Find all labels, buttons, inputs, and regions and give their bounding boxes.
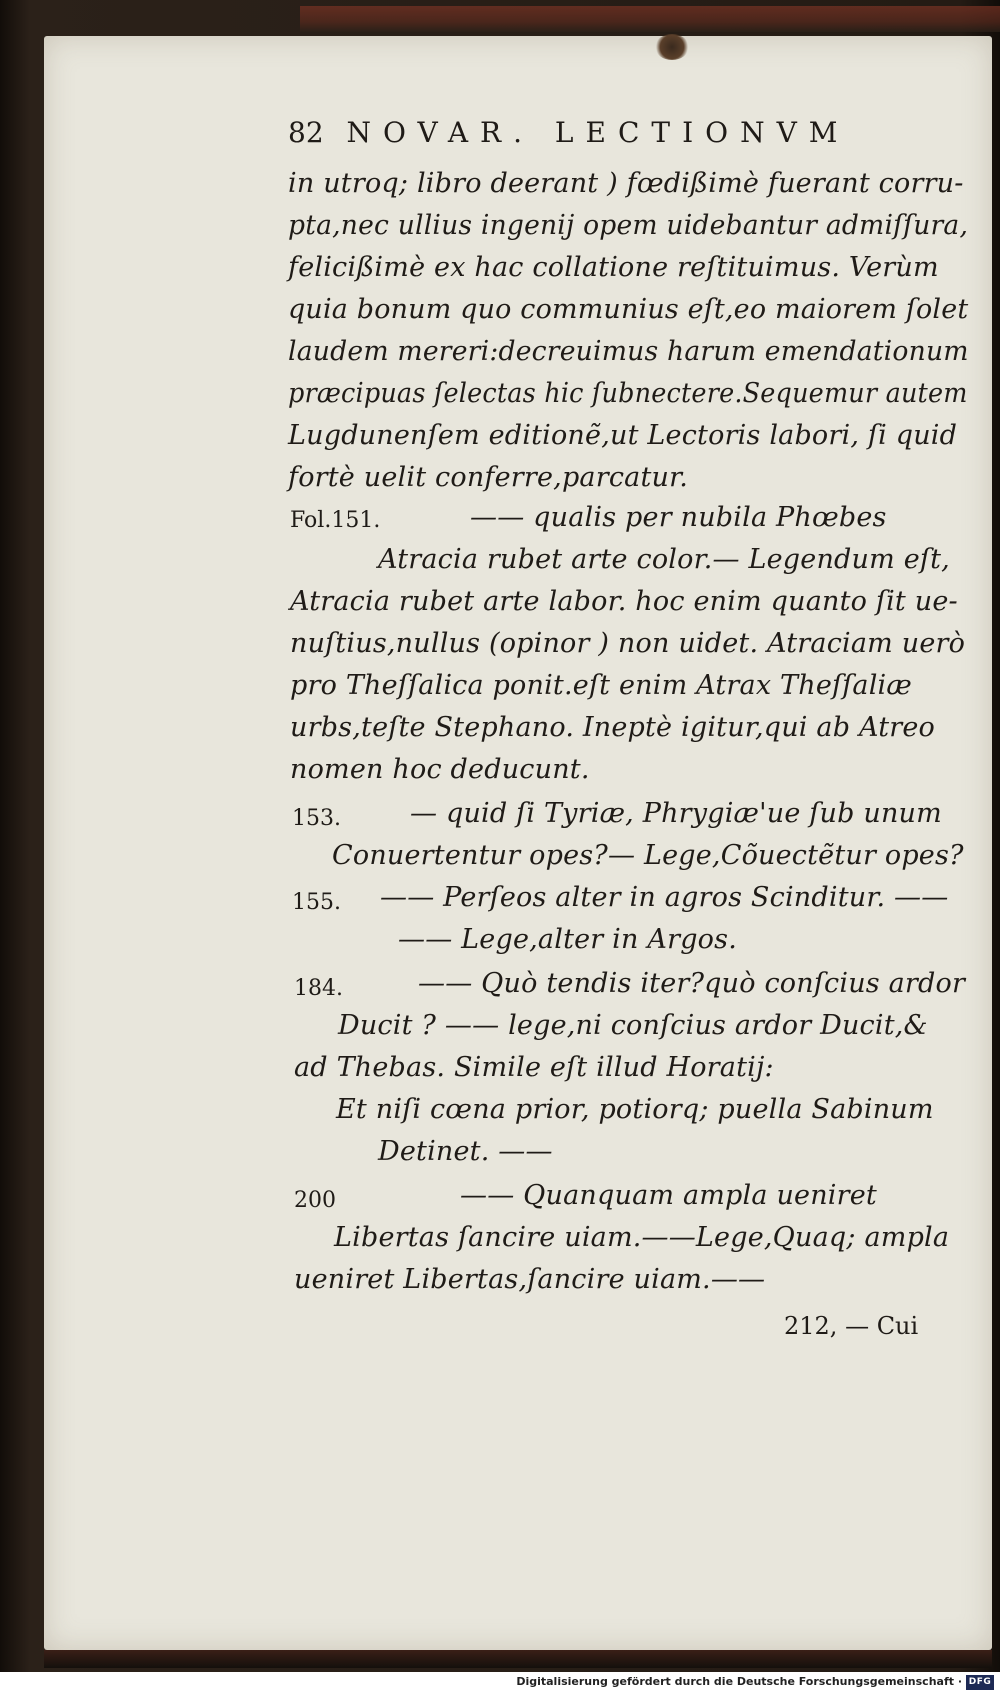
margin-reference: 155. (292, 890, 341, 915)
text-line: in utroq; libro deerant ) fœdißimè fuerant corru- (288, 168, 964, 199)
text-line: Et niſi cœna prior, potiorq; puella Sabinum (336, 1094, 934, 1125)
text-line: nomen hoc deducunt. (290, 754, 590, 785)
margin-reference: Fol.151. (290, 508, 381, 533)
text-line: fortè uelit conferre,parcatur. (288, 462, 689, 493)
text-line: —— qualis per nubila Phœbes (470, 502, 887, 533)
page-number: 82 (288, 116, 324, 149)
text-line: Detinet. —— (378, 1136, 553, 1167)
book-top-edge (300, 6, 1000, 32)
text-line: —— Lege,alter in Argos. (398, 924, 737, 955)
margin-reference: 153. (292, 806, 341, 831)
text-line: Ducit ? —— lege,ni conſcius ardor Ducit,& (338, 1010, 928, 1041)
text-line: urbs,teſte Stephano. Ineptè igitur,qui ab Atreo (290, 712, 935, 743)
text-line: Atracia rubet arte labor. hoc enim quanto ſit ue- (290, 586, 958, 617)
text-line: —— Perſeos alter in agros Scinditur. —— (380, 882, 949, 913)
text-line: Atracia rubet arte color.— Legendum eſt, (378, 544, 950, 575)
text-line: præcipuas ſelectas hic ſubnectere.Sequemur autem (288, 378, 968, 409)
text-line: pta,nec ullius ingenij opem uidebantur admiſſura, (288, 210, 969, 241)
text-line: felicißimè ex hac collatione reſtituimus. Verùm (288, 252, 939, 283)
book-bottom-edge (44, 1650, 992, 1668)
running-title: NOVAR. LECTIONVM (346, 116, 850, 149)
text-line: laudem mereri:decreuimus harum emendationum (288, 336, 969, 367)
dfg-logo-icon: DFG (966, 1675, 994, 1690)
text-line: quia bonum quo communius eſt,eo maiorem ſolet (288, 294, 969, 325)
text-line: ad Thebas. Simile eſt illud Horatij: (294, 1052, 774, 1083)
page-damage-spot (655, 34, 689, 60)
text-line: — quid ſi Tyriæ, Phrygiæ'ue ſub unum (410, 798, 942, 829)
text-line: —— Quanquam ampla ueniret (460, 1180, 877, 1211)
footer-bar (0, 1672, 1000, 1694)
text-line: Lugdunenſem editionẽ,ut Lectoris labori, ſi quid (288, 420, 958, 451)
margin-reference: 200 (294, 1188, 336, 1213)
text-line: —— Quò tendis iter?quò conſcius ardor (418, 968, 966, 999)
text-line: pro Theſſalica ponit.eſt enim Atrax Theſſaliæ (290, 670, 912, 701)
margin-reference: 184. (294, 976, 343, 1001)
catchword: 212, — Cui (784, 1312, 919, 1340)
text-line: nuſtius,nullus (opinor ) non uidet. Atraciam uerò (290, 628, 966, 659)
text-line: Libertas ſancire uiam.——Lege,Quaq; ampla (334, 1222, 950, 1253)
text-line: ueniret Libertas,ſancire uiam.—— (294, 1264, 766, 1295)
funding-credit: Digitalisierung gefördert durch die Deutsche Forschungsgemeinschaft · (516, 1675, 962, 1688)
text-line: Conuertentur opes?— Lege,Cõuectẽtur opes? (332, 840, 964, 871)
running-header (288, 116, 849, 149)
